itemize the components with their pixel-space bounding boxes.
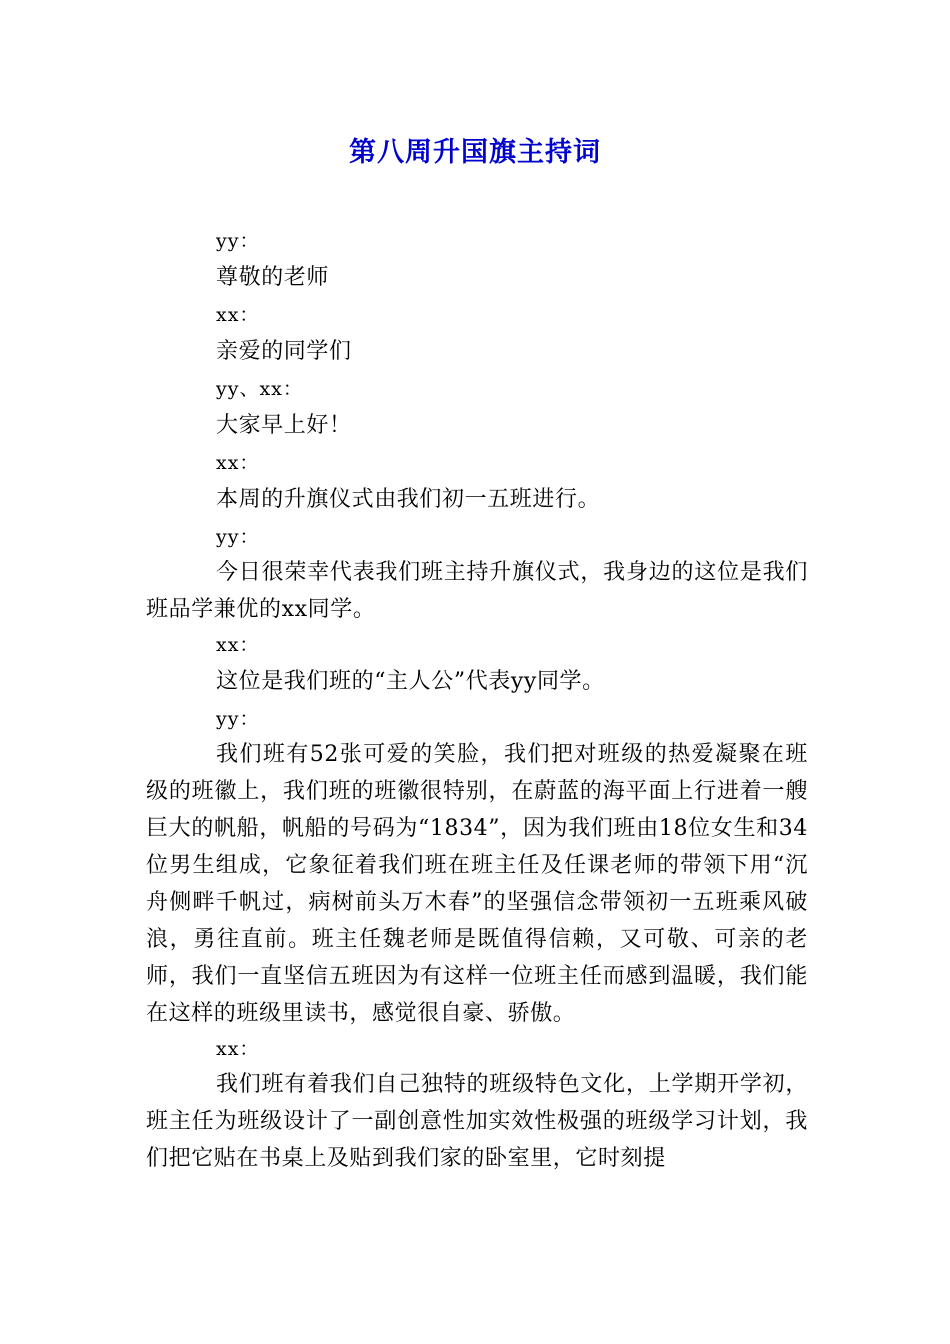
paragraph: 这位是我们班的“主人公”代表yy同学。 [216, 669, 605, 694]
speaker-label: yy： [216, 230, 260, 252]
speaker-label: yy： [216, 526, 260, 548]
paragraph: 亲爱的同学们 [216, 339, 352, 364]
document-title: 第八周升国旗主持词 [349, 137, 601, 168]
speaker-label: xx： [216, 304, 260, 326]
paragraph: 我们班有52张可爱的笑脸，我们把对班级的热爱凝聚在班级的班徽上，我们班的班徽很特别，在蔚蓝的海平面上行进着一艘巨大的帆船，帆船的号码为“1834”，因为我们班由18位女生和34位男生组成，它象征着我们班在班主任及任课老师的带领下用“沉舟侧畔千帆过，病树前头万木春”的坚强信念带领初一五班乘风破浪，勇往直前。班主任魏老师是既值得信赖，又可敬、可亲的老师，我们一直坚信五班因为有这样一位班主任而感到温暖，我们能在这样的班级里读书，感觉很自豪、骄傲。 [146, 742, 808, 1026]
paragraph: 我们班有着我们自己独特的班级特色文化，上学期开学初，班主任为班级设计了一副创意性加实效性极强的班级学习计划，我们把它贴在书桌上及贴到我们家的卧室里，它时刻提 [146, 1072, 808, 1171]
paragraph: 今日很荣幸代表我们班主持升旗仪式，我身边的这位是我们班品学兼优的xx同学。 [146, 560, 808, 622]
paragraph: 本周的升旗仪式由我们初一五班进行。 [216, 487, 601, 512]
document-body [146, 224, 808, 1177]
paragraph: 大家早上好！ [216, 413, 352, 438]
paragraph: 尊敬的老师 [216, 265, 330, 290]
speaker-label: yy、xx： [216, 378, 303, 400]
speaker-label: yy： [216, 708, 260, 730]
speaker-label: xx： [216, 452, 260, 474]
speaker-label: xx： [216, 634, 260, 656]
speaker-label: xx： [216, 1038, 260, 1060]
